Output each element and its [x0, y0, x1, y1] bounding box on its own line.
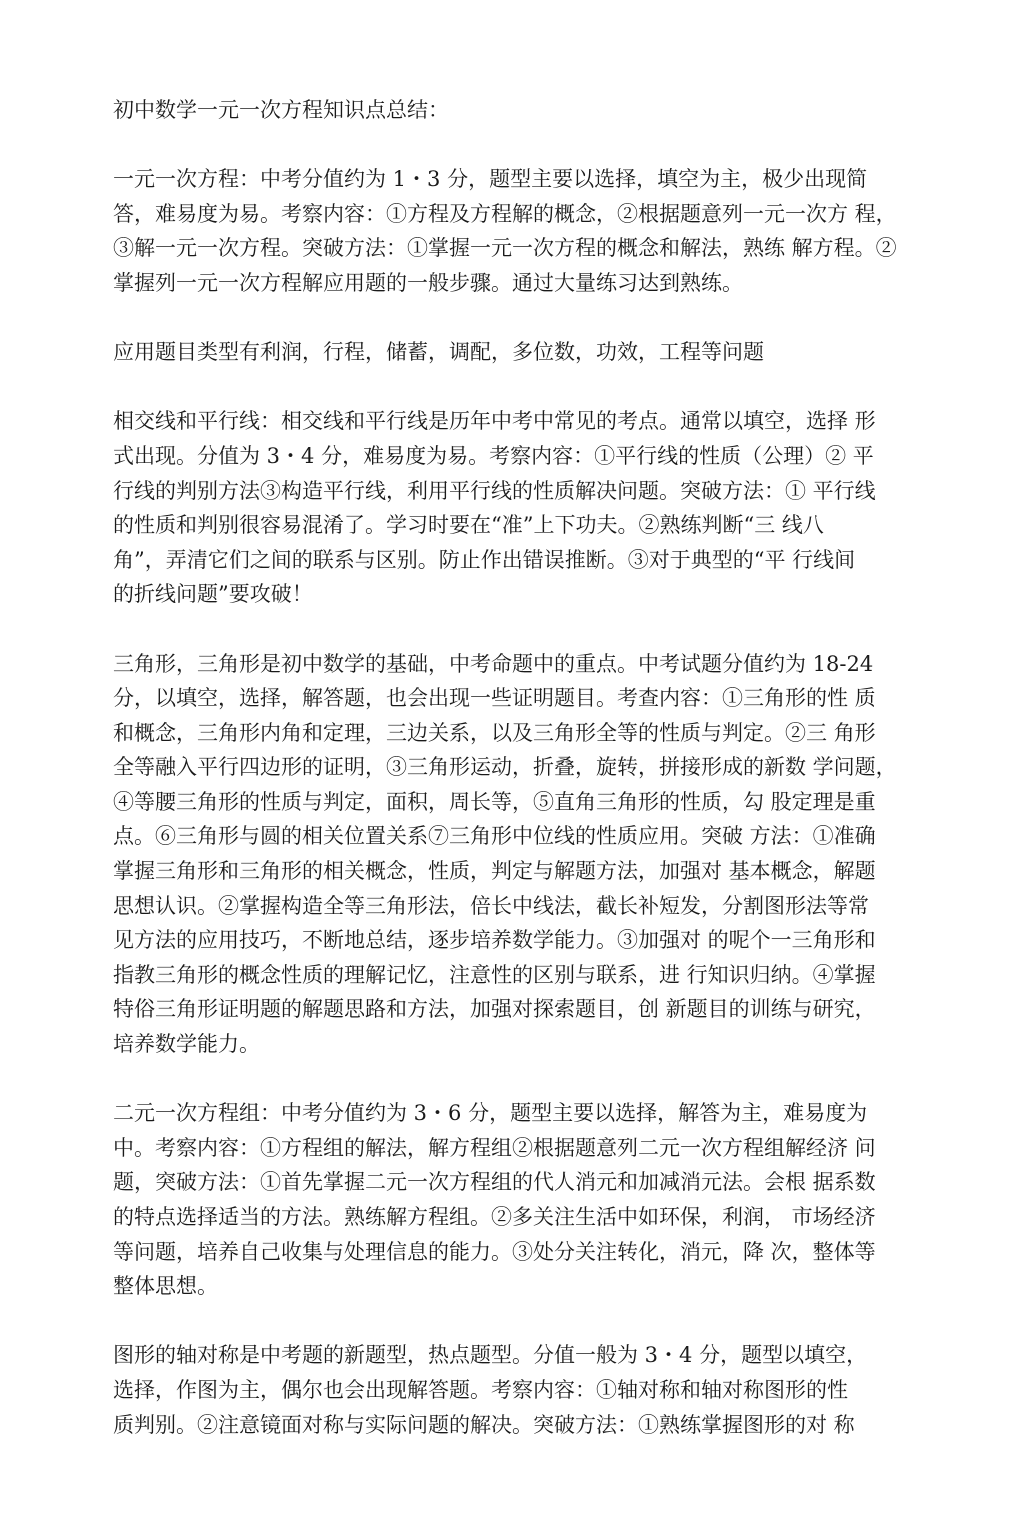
paragraph-line: 整体思想。 — [113, 1274, 218, 1299]
paragraph-line: 的折线问题”要攻破！ — [113, 582, 313, 607]
paragraph-line: 指教三角形的概念性质的理解记忆，注意性的区别与联系，进 行知识归纳。④掌握 — [113, 962, 876, 987]
paragraph-line: ④等腰三角形的性质与判定，面积，周长等，⑤直角三角形的性质，勾 股定理是重 — [113, 789, 876, 814]
paragraph-line: 见方法的应用技巧，不断地总结，逐步培养数学能力。③加强对 的呢个一三角形和 — [113, 928, 876, 953]
paragraph-line: 思想认识。②掌握构造全等三角形法，倍长中线法，截长补短发，分割图形法等常 — [113, 893, 869, 918]
paragraph-line: 相交线和平行线：相交线和平行线是历年中考中常见的考点。通常以填空，选择 形 — [113, 409, 876, 434]
paragraph-line: 掌握列一元一次方程解应用题的一般步骤。通过大量练习达到熟练。 — [113, 270, 743, 295]
paragraph-line: 行线的判别方法③构造平行线，利用平行线的性质解决问题。突破方法：① 平行线 — [113, 478, 876, 503]
paragraph-line: 式出现。分值为 3・4 分，难易度为易。考察内容：①平行线的性质（公理）② 平 — [113, 443, 874, 468]
paragraph-linear-equation — [113, 162, 928, 300]
paragraph-line: 答，难易度为易。考察内容：①方程及方程解的概念，②根据题意列一元一次方 程， — [113, 201, 897, 226]
document-body — [113, 93, 928, 1477]
paragraph-line: 特俗三角形证明题的解题思路和方法，加强对探索题目，创 新题目的训练与研究， — [113, 997, 876, 1022]
paragraph-line: 一元一次方程：中考分值约为 1・3 分，题型主要以选择，填空为主，极少出现简 — [113, 167, 868, 192]
paragraph-line: 点。⑥三角形与圆的相关位置关系⑦三角形中位线的性质应用。突破 方法：①准确 — [113, 824, 876, 849]
paragraph-intersecting-parallel-lines — [113, 404, 928, 612]
paragraph-application-types — [113, 335, 928, 370]
paragraph-line: 质判别。②注意镜面对称与实际问题的解决。突破方法：①熟练掌握图形的对 称 — [113, 1412, 855, 1437]
paragraph-line: ③解一元一次方程。突破方法：①掌握一元一次方程的概念和解法，熟练 解方程。② — [113, 236, 897, 261]
document-title: 初中数学一元一次方程知识点总结： — [113, 98, 449, 122]
paragraph-line: 中。考察内容：①方程组的解法，解方程组②根据题意列二元一次方程组解经济 问 — [113, 1135, 876, 1160]
paragraph-line: 选择，作图为主，偶尔也会出现解答题。考察内容：①轴对称和轴对称图形的性 — [113, 1377, 848, 1402]
paragraph-triangles — [113, 647, 928, 1062]
paragraph-axial-symmetry — [113, 1338, 928, 1442]
paragraph-line: 题，突破方法：①首先掌握二元一次方程组的代人消元和加减消元法。会根 据系数 — [113, 1170, 876, 1195]
paragraph-line: 掌握三角形和三角形的相关概念，性质，判定与解题方法，加强对 基本概念，解题 — [113, 859, 876, 884]
paragraph-linear-equation-system — [113, 1096, 928, 1304]
paragraph-line: 的性质和判别很容易混淆了。学习时要在“准”上下功夫。②熟练判断“三 线八 — [113, 513, 824, 538]
paragraph-line: 图形的轴对称是中考题的新题型，热点题型。分值一般为 3・4 分，题型以填空， — [113, 1343, 868, 1368]
paragraph-line: 的特点选择适当的方法。熟练解方程组。②多关注生活中如环保，利润， 市场经济 — [113, 1205, 876, 1229]
paragraph-line: 培养数学能力。 — [113, 1032, 260, 1057]
paragraph-line: 等问题，培养自己收集与处理信息的能力。③处分关注转化，消元，降 次，整体等 — [113, 1239, 876, 1264]
paragraph-line: 全等融入平行四边形的证明，③三角形运动，折叠，旋转，拼接形成的新数 学问题， — [113, 755, 897, 780]
paragraph-line: 和概念，三角形内角和定理，三边关系，以及三角形全等的性质与判定。②三 角形 — [113, 720, 876, 745]
paragraph-line: 角”，弄清它们之间的联系与区别。防止作出错误推断。③对于典型的“平 行线间 — [113, 547, 856, 572]
paragraph-line: 三角形，三角形是初中数学的基础，中考命题中的重点。中考试题分值约为 18-24 — [113, 651, 874, 676]
paragraph-line: 分，以填空，选择，解答题，也会出现一些证明题目。考查内容：①三角形的性 质 — [113, 686, 876, 711]
paragraph-line: 二元一次方程组：中考分值约为 3・6 分，题型主要以选择，解答为主，难易度为 — [113, 1101, 868, 1126]
paragraph-line: 应用题目类型有利润，行程，储蓄，调配，多位数，功效，工程等问题 — [113, 340, 764, 365]
